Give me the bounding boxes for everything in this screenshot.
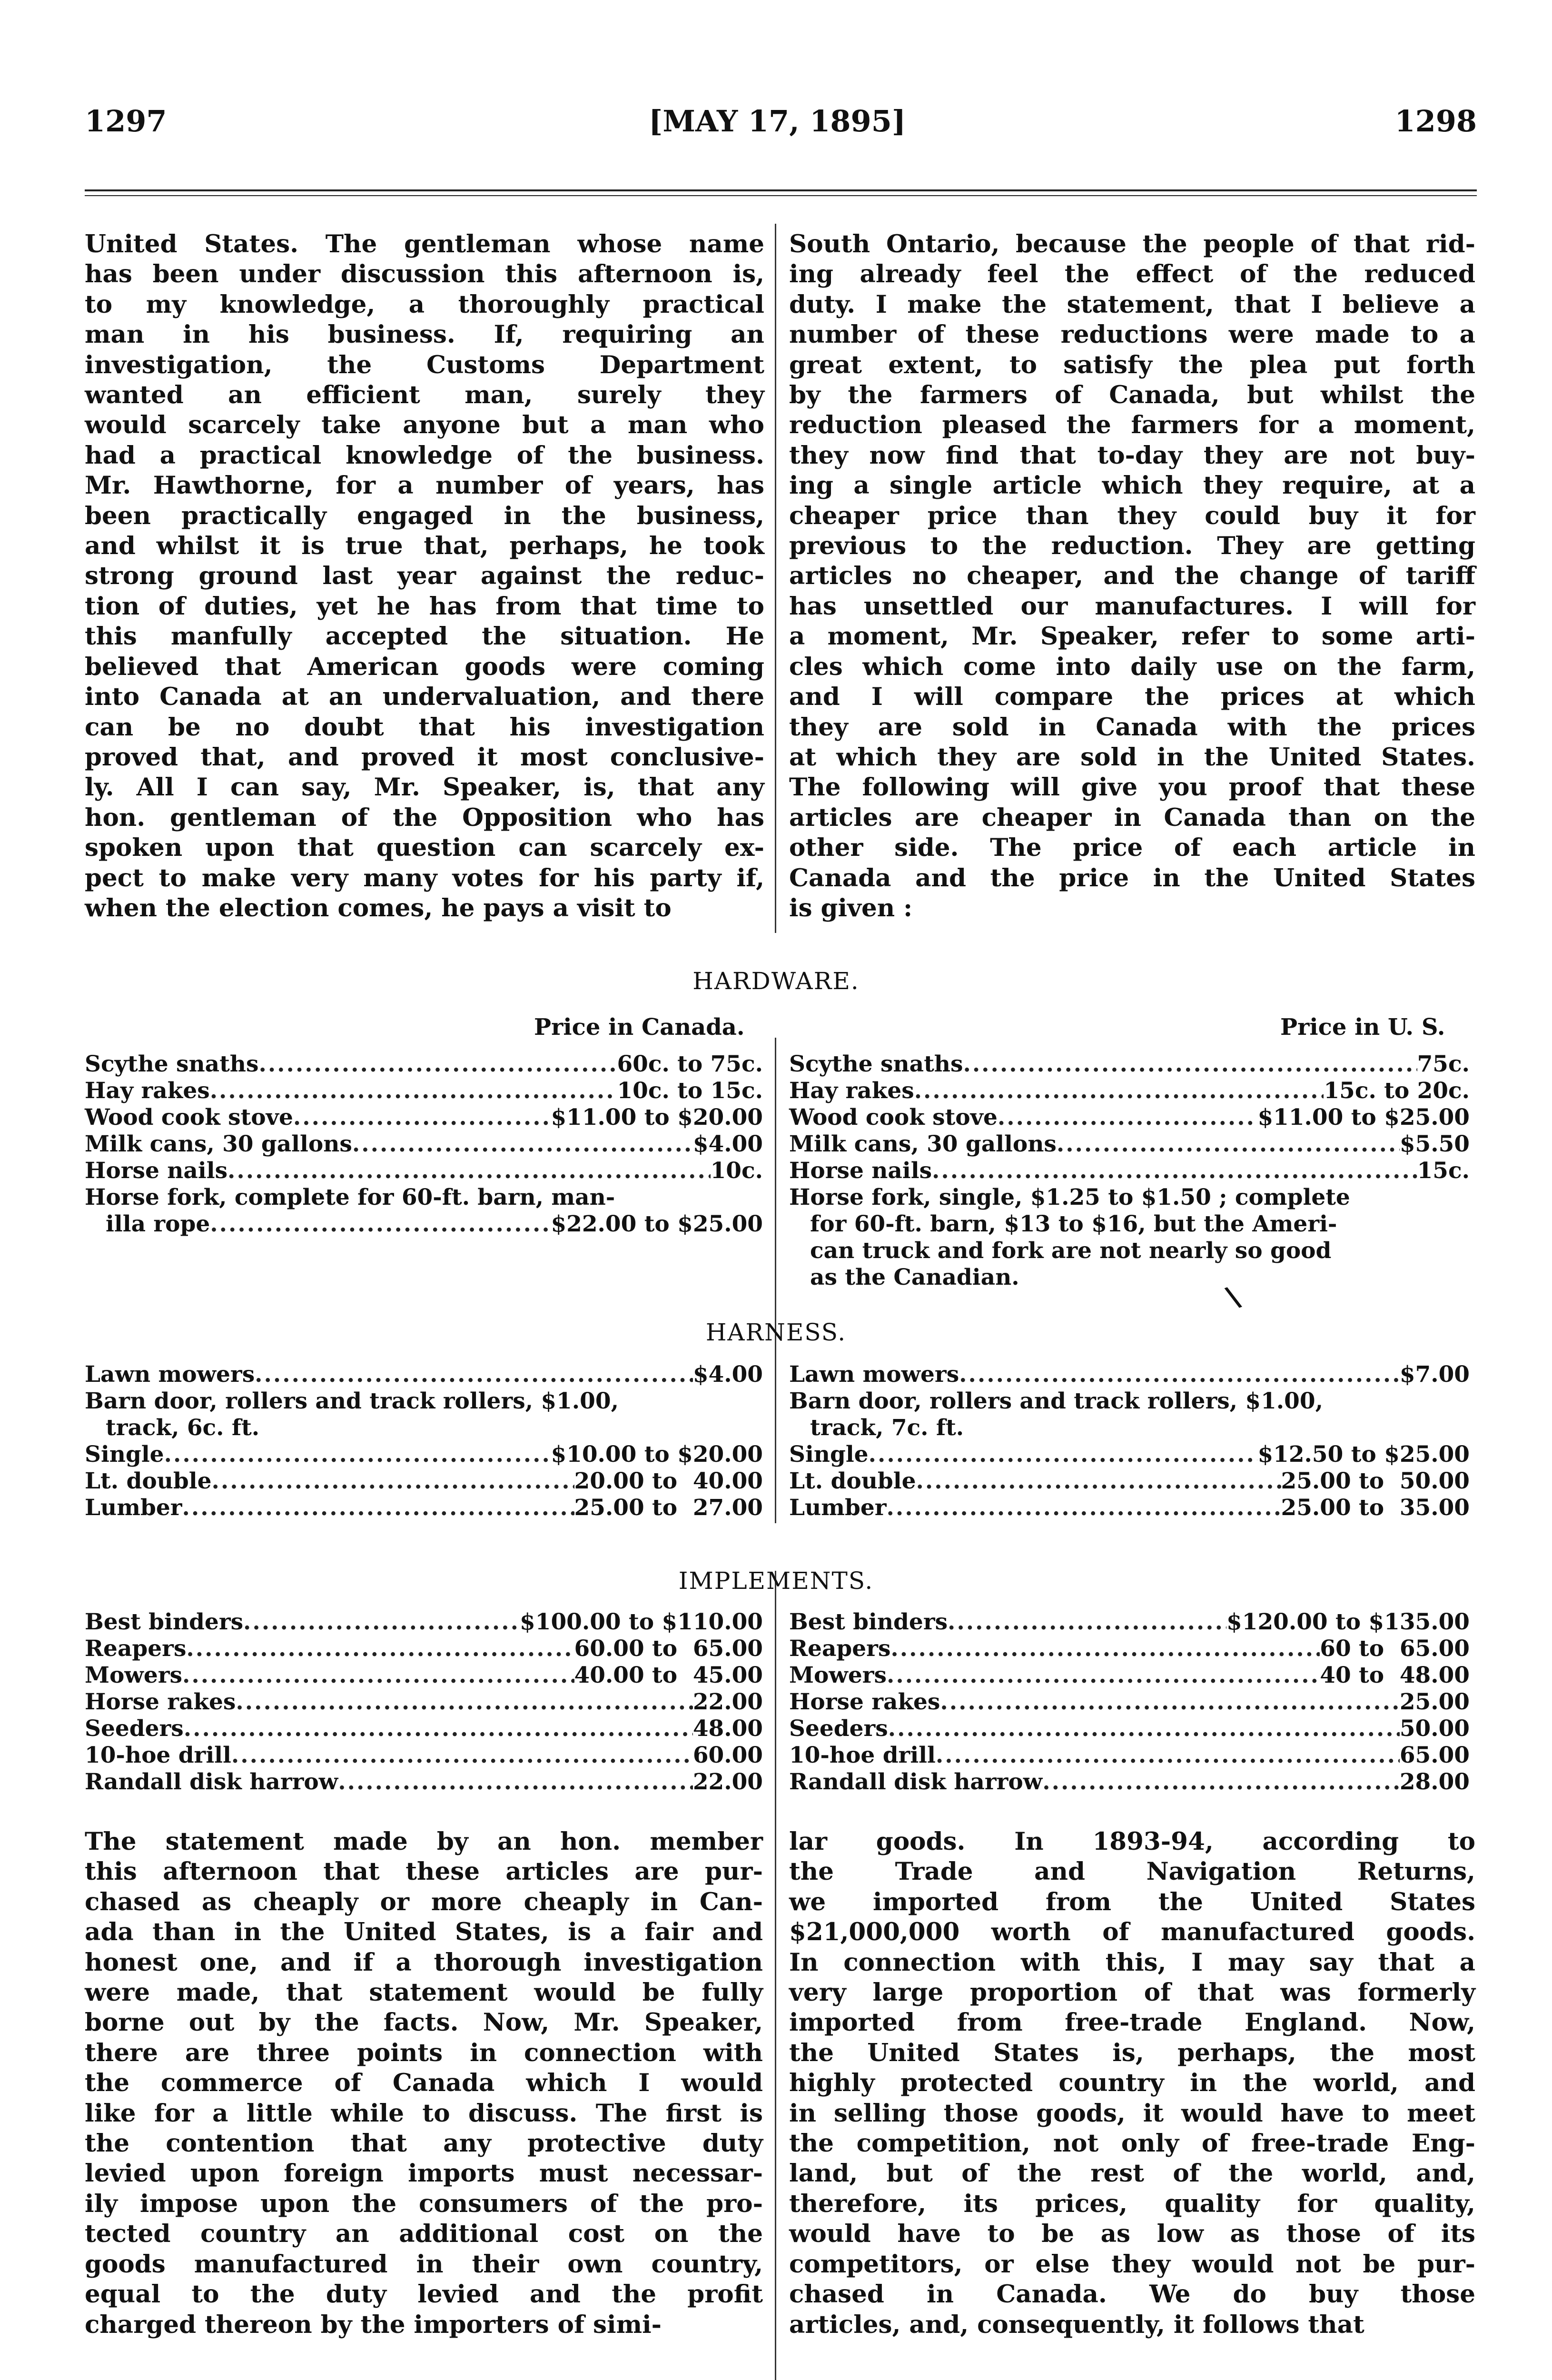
text-line: by the farmers of Canada, but whilst the — [789, 381, 1475, 410]
text-line: tected country an additional cost on the — [85, 2220, 763, 2249]
leader-dots — [914, 1078, 1324, 1104]
text-line: to my knowledge, a thoroughly practical — [85, 290, 764, 319]
row-value: $11.00 to $25.00 — [1257, 1104, 1470, 1130]
implements-us-table — [789, 1609, 1470, 1795]
row-value: $5.50 — [1399, 1131, 1470, 1157]
row-label: Wood cook stove — [85, 1104, 293, 1130]
text-line: articles no cheaper, and the change of tariff — [789, 562, 1475, 591]
leader-dots — [352, 1131, 693, 1158]
row-label: Horse nails — [85, 1158, 228, 1184]
leader-dots — [959, 1361, 1400, 1388]
table-row — [789, 1078, 1470, 1104]
text-line: great extent, to satisfy the plea put forth — [789, 350, 1475, 379]
text-line: at which they are sold in the United States. — [789, 743, 1475, 772]
text-line: South Ontario, because the people of that rid- — [789, 230, 1475, 258]
text-line: ing already feel the effect of the reduced — [789, 260, 1475, 289]
row-value: 60.00 — [692, 1742, 763, 1768]
bottom-left-column — [85, 1827, 763, 2340]
table-row — [85, 1441, 763, 1468]
table-row: for 60-ft. barn, $13 to $16, but the Ameri- — [810, 1211, 1337, 1237]
text-line: articles, and, consequently, it follows that — [789, 2310, 1364, 2339]
leader-dots — [932, 1158, 1417, 1184]
text-line: The following will give you proof that these — [789, 773, 1475, 802]
text-line: in selling those goods, it would have to meet — [789, 2099, 1475, 2128]
text-line: levied upon foreign imports must necessar- — [85, 2159, 763, 2188]
row-value: 40 to 48.00 — [1320, 1662, 1470, 1688]
text-line: United States. The gentleman whose name — [85, 230, 764, 258]
table-row — [85, 1662, 763, 1689]
page-header — [85, 104, 1477, 156]
text-line: Mr. Hawthorne, for a number of years, has — [85, 471, 764, 500]
table-row — [85, 1716, 763, 1742]
table-row — [85, 1742, 763, 1769]
text-line: been practically engaged in the business, — [85, 501, 764, 530]
leader-dots — [936, 1742, 1400, 1769]
text-line: would scarcely take anyone but a man who — [85, 411, 764, 440]
column-divider-tables — [775, 1038, 776, 1523]
row-label: Single — [85, 1441, 164, 1468]
row-value: 48.00 — [692, 1716, 763, 1742]
row-label: Seeders — [85, 1716, 184, 1742]
text-line: hon. gentleman of the Opposition who has — [85, 803, 764, 832]
row-label: Mowers — [85, 1662, 182, 1688]
text-line: tion of duties, yet he has from that time to — [85, 592, 764, 621]
row-value: $4.00 — [692, 1131, 763, 1157]
text-line: chased in Canada. We do buy those — [789, 2280, 1475, 2309]
row-label: Horse rakes — [789, 1689, 940, 1715]
text-line: chased as cheaply or more cheaply in Can- — [85, 1887, 763, 1916]
text-line: pect to make very many votes for his party if, — [85, 863, 764, 892]
row-value: 60.00 to 65.00 — [574, 1636, 763, 1662]
row-label: Single — [789, 1441, 869, 1468]
leader-dots — [255, 1361, 693, 1388]
table-row: track, 7c. ft. — [810, 1415, 964, 1441]
text-line: highly protected country in the world, and — [789, 2069, 1475, 2098]
text-line: Canada and the price in the United States — [789, 863, 1475, 892]
implements-title: IMPLEMENTS. — [678, 1567, 874, 1595]
leader-dots — [227, 1158, 711, 1184]
text-line: goods manufactured in their own country, — [85, 2250, 763, 2279]
text-line: equal to the duty levied and the profit — [85, 2280, 763, 2309]
row-value: 40.00 to 45.00 — [574, 1662, 763, 1688]
text-line: would have to be as low as those of its — [789, 2220, 1475, 2249]
page-number-right: 1298 — [1394, 104, 1477, 139]
text-line: the commerce of Canada which I would — [85, 2069, 763, 2098]
text-line: other side. The price of each article in — [789, 833, 1475, 863]
table-row — [789, 1495, 1470, 1521]
text-line: they are sold in Canada with the prices — [789, 713, 1475, 742]
text-line: can be no doubt that his investigation — [85, 713, 764, 742]
row-value: 60 to 65.00 — [1320, 1636, 1470, 1662]
text-line: duty. I make the statement, that I believe a — [789, 290, 1475, 319]
implements-canada-table — [85, 1609, 763, 1795]
row-label: Randall disk harrow — [789, 1769, 1043, 1795]
row-label: Reapers — [85, 1636, 187, 1662]
text-line: and I will compare the prices at which — [789, 683, 1475, 712]
table-row — [789, 1716, 1470, 1742]
row-label: Horse rakes — [85, 1689, 236, 1715]
row-value: 22.00 — [692, 1769, 763, 1795]
row-label: 10-hoe drill — [85, 1742, 231, 1768]
text-line: we imported from the United States — [789, 1887, 1475, 1916]
leader-dots — [164, 1441, 551, 1468]
row-label: Scythe snaths — [85, 1051, 259, 1077]
row-value: $100.00 to $110.00 — [520, 1609, 763, 1635]
text-line: ily impose upon the consumers of the pro- — [85, 2189, 763, 2218]
table-row — [85, 1051, 763, 1078]
row-label: Hay rakes — [789, 1078, 914, 1104]
table-row: as the Canadian. — [810, 1264, 1019, 1290]
text-line: spoken upon that question can scarcely ex- — [85, 833, 764, 863]
text-line: like for a little while to discuss. The first is — [85, 2099, 763, 2128]
row-label: Best binders — [789, 1609, 948, 1635]
row-label: Scythe snaths — [789, 1051, 963, 1077]
table-row — [789, 1051, 1470, 1078]
leader-dots — [888, 1716, 1400, 1742]
text-line: lar goods. In 1893-94, according to — [789, 1827, 1475, 1856]
top-left-column — [85, 229, 764, 923]
text-line: $21,000,000 worth of manufactured goods. — [789, 1918, 1475, 1947]
stray-mark-glyph: \ — [1222, 1279, 1244, 1315]
table-row — [789, 1689, 1470, 1716]
row-label: Lt. double — [85, 1468, 212, 1494]
row-label: Seeders — [789, 1716, 888, 1742]
leader-dots — [210, 1078, 617, 1104]
harness-us-table — [789, 1361, 1470, 1521]
row-value: $120.00 to $135.00 — [1226, 1609, 1470, 1635]
table-row: Horse fork, single, $1.25 to $1.50 ; complete — [789, 1184, 1350, 1210]
row-label: Randall disk harrow — [85, 1769, 338, 1795]
table-row — [85, 1769, 763, 1795]
leader-dots — [963, 1051, 1417, 1078]
table-row — [85, 1158, 763, 1184]
row-value: 25.00 to 35.00 — [1281, 1495, 1470, 1521]
table-row — [789, 1769, 1470, 1795]
text-line: wanted an efficient man, surely they — [85, 381, 764, 410]
text-line: cheaper price than they could buy it for — [789, 501, 1475, 530]
text-line: a moment, Mr. Speaker, refer to some arti- — [789, 622, 1475, 651]
row-value: 22.00 — [692, 1689, 763, 1715]
text-line: honest one, and if a thorough investigation — [85, 1948, 763, 1977]
table-row: illa rope ..... $22.00 to $25.00 — [85, 1211, 763, 1238]
price-in-canada-heading: Price in Canada. — [534, 1014, 745, 1041]
row-value: 75c. — [1417, 1051, 1470, 1077]
leader-dots — [940, 1689, 1399, 1716]
leader-dots — [243, 1609, 520, 1636]
text-line: cles which come into daily use on the farm, — [789, 652, 1475, 681]
table-row — [789, 1636, 1470, 1662]
row-label: Milk cans, 30 gallons — [85, 1131, 352, 1157]
leader-dots — [948, 1609, 1226, 1636]
row-value: $7.00 — [1399, 1361, 1470, 1388]
text-line: when the election comes, he pays a visit to — [85, 893, 672, 922]
hardware-us-table — [789, 1051, 1470, 1291]
text-line: into Canada at an undervaluation, and there — [85, 683, 764, 712]
leader-dots — [869, 1441, 1258, 1468]
table-row — [85, 1078, 763, 1104]
row-value: 15c. to 20c. — [1324, 1078, 1470, 1104]
text-line: the contention that any protective duty — [85, 2129, 763, 2158]
hardware-canada-table — [85, 1051, 763, 1238]
text-line: ing a single article which they require, at a — [789, 471, 1475, 500]
row-value: $4.00 — [692, 1361, 763, 1388]
leader-dots — [186, 1636, 574, 1662]
text-line: there are three points in connection with — [85, 2038, 763, 2067]
leader-dots — [231, 1742, 693, 1769]
table-row: can truck and fork are not nearly so good — [810, 1238, 1332, 1264]
row-value: 15c. — [1417, 1158, 1470, 1184]
row-label: Milk cans, 30 gallons — [789, 1131, 1057, 1157]
row-value: 20.00 to 40.00 — [574, 1468, 763, 1494]
row-value: 28.00 — [1399, 1769, 1470, 1795]
leader-dots — [258, 1051, 617, 1078]
text-line: investigation, the Customs Department — [85, 350, 764, 379]
hardware-title: HARDWARE. — [692, 967, 860, 995]
row-label: Lawn mowers — [85, 1361, 255, 1388]
row-value: 25.00 — [1399, 1689, 1470, 1715]
leader-dots — [184, 1716, 693, 1742]
table-row — [789, 1742, 1470, 1769]
table-row — [85, 1609, 763, 1636]
table-row — [85, 1468, 763, 1495]
text-line: they now find that to-day they are not buy- — [789, 441, 1475, 470]
leader-dots — [236, 1689, 692, 1716]
price-in-us-heading: Price in U. S. — [1280, 1014, 1445, 1041]
row-label: 10-hoe drill — [789, 1742, 936, 1768]
text-line: charged thereon by the importers of simi- — [85, 2310, 662, 2339]
table-row — [789, 1361, 1470, 1388]
row-label: Wood cook stove — [789, 1104, 998, 1130]
row-value: 25.00 to 50.00 — [1281, 1468, 1470, 1494]
leader-dots — [998, 1104, 1258, 1131]
table-row — [789, 1662, 1470, 1689]
row-value: 10c. — [710, 1158, 763, 1184]
harness-canada-table — [85, 1361, 763, 1521]
text-line: ada than in the United States, is a fair and — [85, 1918, 763, 1947]
row-value: 65.00 — [1399, 1742, 1470, 1768]
row-value: $12.50 to $25.00 — [1257, 1441, 1470, 1468]
row-label: Hay rakes — [85, 1078, 210, 1104]
table-row: Barn door, rollers and track rollers, $1.00, — [85, 1388, 619, 1414]
leader-dots — [212, 1468, 574, 1495]
text-line: borne out by the facts. Now, Mr. Speaker, — [85, 2008, 763, 2037]
column-divider-top — [775, 224, 776, 933]
row-value: 50.00 — [1399, 1716, 1470, 1742]
text-line: is given : — [789, 893, 913, 922]
row-label: Horse nails — [789, 1158, 932, 1184]
table-row — [789, 1158, 1470, 1184]
text-line: were made, that statement would be fully — [85, 1978, 763, 2007]
text-line: very large proportion of that was formerly — [789, 1978, 1475, 2007]
row-value: 60c. to 75c. — [617, 1051, 763, 1077]
row-label: Reapers — [789, 1636, 891, 1662]
table-row: Barn door, rollers and track rollers, $1.00, — [789, 1388, 1323, 1414]
leader-dots — [182, 1495, 574, 1521]
leader-dots — [890, 1636, 1320, 1662]
leader-dots — [886, 1495, 1281, 1521]
row-value: $10.00 to $20.00 — [551, 1441, 763, 1468]
text-line: therefore, its prices, quality for quality, — [789, 2189, 1475, 2218]
text-line: this afternoon that these articles are pur- — [85, 1857, 763, 1886]
top-right-column — [789, 229, 1475, 923]
text-line: and whilst it is true that, perhaps, he took — [85, 532, 764, 561]
text-line: number of these reductions were made to a — [789, 320, 1475, 349]
text-line: this manfully accepted the situation. He — [85, 622, 764, 651]
bottom-right-column — [789, 1827, 1475, 2340]
leader-dots — [1057, 1131, 1400, 1158]
text-line: has been under discussion this afternoon is, — [85, 260, 764, 289]
text-line: the competition, not only of free-trade Eng- — [789, 2129, 1475, 2158]
page-date: [MAY 17, 1895] — [649, 104, 906, 139]
leader-dots — [338, 1769, 693, 1795]
leader-dots — [887, 1662, 1320, 1689]
table-row — [85, 1636, 763, 1662]
row-value: 10c. to 15c. — [617, 1078, 763, 1104]
table-row — [85, 1131, 763, 1158]
header-rule-bottom — [85, 195, 1477, 196]
row-label: Lumber — [789, 1495, 887, 1521]
text-line: the United States is, perhaps, the most — [789, 2038, 1475, 2067]
table-row — [85, 1689, 763, 1716]
table-row — [789, 1131, 1470, 1158]
leader-dots — [916, 1468, 1281, 1495]
table-row — [789, 1468, 1470, 1495]
row-value: 25.00 to 27.00 — [574, 1495, 763, 1521]
text-line: man in his business. If, requiring an — [85, 320, 764, 349]
text-line: previous to the reduction. They are getting — [789, 532, 1475, 561]
text-line: In connection with this, I may say that a — [789, 1948, 1475, 1977]
text-line: ly. All I can say, Mr. Speaker, is, that any — [85, 773, 764, 802]
text-line: has unsettled our manufactures. I will for — [789, 592, 1475, 621]
text-line: had a practical knowledge of the business. — [85, 441, 764, 470]
table-row: track, 6c. ft. — [106, 1415, 260, 1441]
text-line: believed that American goods were coming — [85, 652, 764, 681]
table-row — [789, 1441, 1470, 1468]
header-rule-top — [85, 189, 1477, 191]
column-divider-bottom — [775, 1571, 776, 2380]
text-line: imported from free-trade England. Now, — [789, 2008, 1475, 2037]
leader-dots — [293, 1104, 551, 1131]
text-line: strong ground last year against the reduc- — [85, 562, 764, 591]
page-number-left: 1297 — [85, 104, 167, 139]
harness-title: HARNESS. — [705, 1319, 847, 1346]
row-label: Lt. double — [789, 1468, 916, 1494]
text-line: The statement made by an hon. member — [85, 1827, 763, 1856]
row-value: $11.00 to $20.00 — [551, 1104, 763, 1130]
row-label: Lawn mowers — [789, 1361, 959, 1388]
row-label: Mowers — [789, 1662, 887, 1688]
leader-dots — [182, 1662, 574, 1689]
table-row — [85, 1104, 763, 1131]
table-row — [789, 1104, 1470, 1131]
leader-dots — [1042, 1769, 1400, 1795]
table-row — [85, 1495, 763, 1521]
text-line: articles are cheaper in Canada than on the — [789, 803, 1475, 832]
text-line: land, but of the rest of the world, and, — [789, 2159, 1475, 2188]
table-row — [85, 1361, 763, 1388]
table-row — [789, 1609, 1470, 1636]
row-label: Best binders — [85, 1609, 244, 1635]
table-row: Horse fork, complete for 60-ft. barn, man- — [85, 1184, 615, 1210]
text-line: proved that, and proved it most conclusive- — [85, 743, 764, 772]
text-line: competitors, or else they would not be pur- — [789, 2250, 1475, 2279]
text-line: the Trade and Navigation Returns, — [789, 1857, 1475, 1886]
text-line: reduction pleased the farmers for a moment, — [789, 411, 1475, 440]
row-label: Lumber — [85, 1495, 182, 1521]
